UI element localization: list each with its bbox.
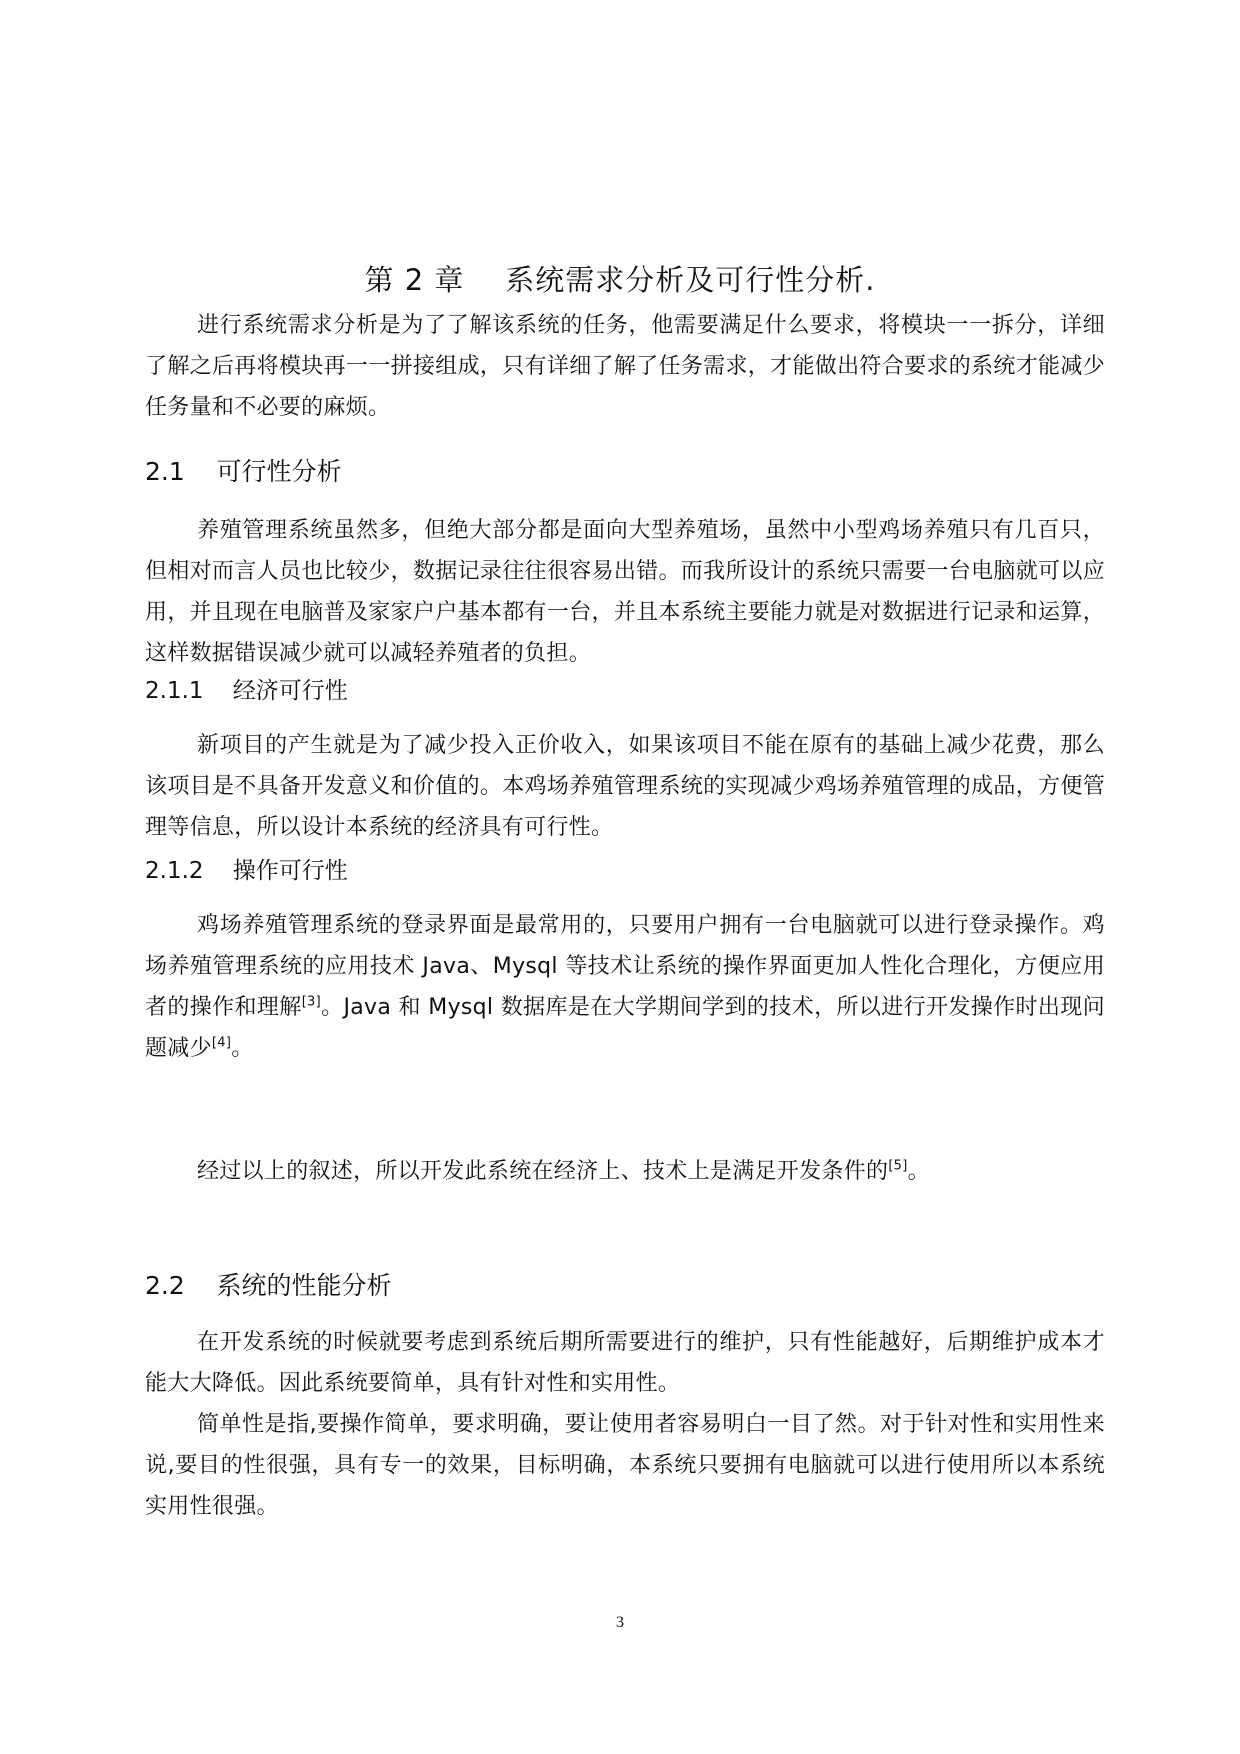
section-2-1-1-paragraph: 新项目的产生就是为了减少投入正价收入，如果该项目不能在原有的基础上减少花费，那么该项目是不具备开发意义和价值的。本鸡场养殖管理系统的实现减少鸡场养殖管理的成品，方便管理等信息，所以设计本系统的经济具有可行性。 bbox=[145, 733, 1105, 840]
citation-ref: [4] bbox=[211, 1035, 232, 1051]
citation-ref: [5] bbox=[888, 1158, 908, 1174]
section-heading-2-1-1: 2.1.1 经济可行性 bbox=[145, 678, 348, 704]
section-heading-2-2: 2.2 系统的性能分析 bbox=[145, 1271, 392, 1300]
text-run: 。 bbox=[907, 1159, 930, 1184]
section-2-2-paragraph-2: 简单性是指,要操作简单，要求明确，要让使用者容易明白一目了然。对于针对性和实用性来说,要目的性很强，具有专一的效果，目标明确，本系统只要拥有电脑就可以进行使用所以本系统实用性很强。 bbox=[145, 1412, 1105, 1519]
text-run: 。 bbox=[231, 1036, 254, 1061]
section-heading-2-1: 2.1 可行性分析 bbox=[145, 457, 342, 486]
section-2-1-2-paragraph-2 bbox=[145, 1151, 1105, 1192]
section-2-1-2-paragraph-1 bbox=[145, 905, 1105, 1069]
section-2-1-paragraph: 养殖管理系统虽然多，但绝大部分都是面向大型养殖场，虽然中小型鸡场养殖只有几百只，但相对而言人员也比较少，数据记录往往很容易出错。而我所设计的系统只需要一台电脑就可以应用，并且现在电脑普及家家户户基本都有一台，并且本系统主要能力就是对数据进行记录和运算，这样数据错误减少就可以减轻养殖者的负担。 bbox=[145, 518, 1105, 666]
intro-paragraph: 进行系统需求分析是为了了解该系统的任务，他需要满足什么要求，将模块一一拆分，详细了解之后再将模块再一一拼接组成，只有详细了解了任务需求，才能做出符合要求的系统才能减少任务量和不必要的麻烦。 bbox=[145, 313, 1105, 420]
text-run: 经过以上的叙述，所以开发此系统在经济上、技术上是满足开发条件的 bbox=[197, 1159, 889, 1184]
citation-ref: [3] bbox=[301, 994, 322, 1010]
page-number: 3 bbox=[616, 1614, 624, 1631]
section-2-2-paragraph-1: 在开发系统的时候就要考虑到系统后期所需要进行的维护，只有性能越好，后期维护成本才能大大降低。因此系统要简单，具有针对性和实用性。 bbox=[145, 1330, 1105, 1396]
chapter-title: 第 2 章 系统需求分析及可行性分析. bbox=[364, 263, 876, 297]
text-run: 。Java 和 Mysql 数据库是在大学期间学到的技术，所以进行开发操作时出现问题减少 bbox=[145, 995, 1105, 1061]
text-run: 鸡场养殖管理系统的登录界面是最常用的，只要用户拥有一台电脑就可以进行登录操作。鸡场养殖管理系统的应用技术 Java、Mysql 等技术让系统的操作界面更加人性化合理化，方便应用者的操作和理解 bbox=[145, 913, 1105, 1020]
section-heading-2-1-2: 2.1.2 操作可行性 bbox=[145, 858, 348, 884]
